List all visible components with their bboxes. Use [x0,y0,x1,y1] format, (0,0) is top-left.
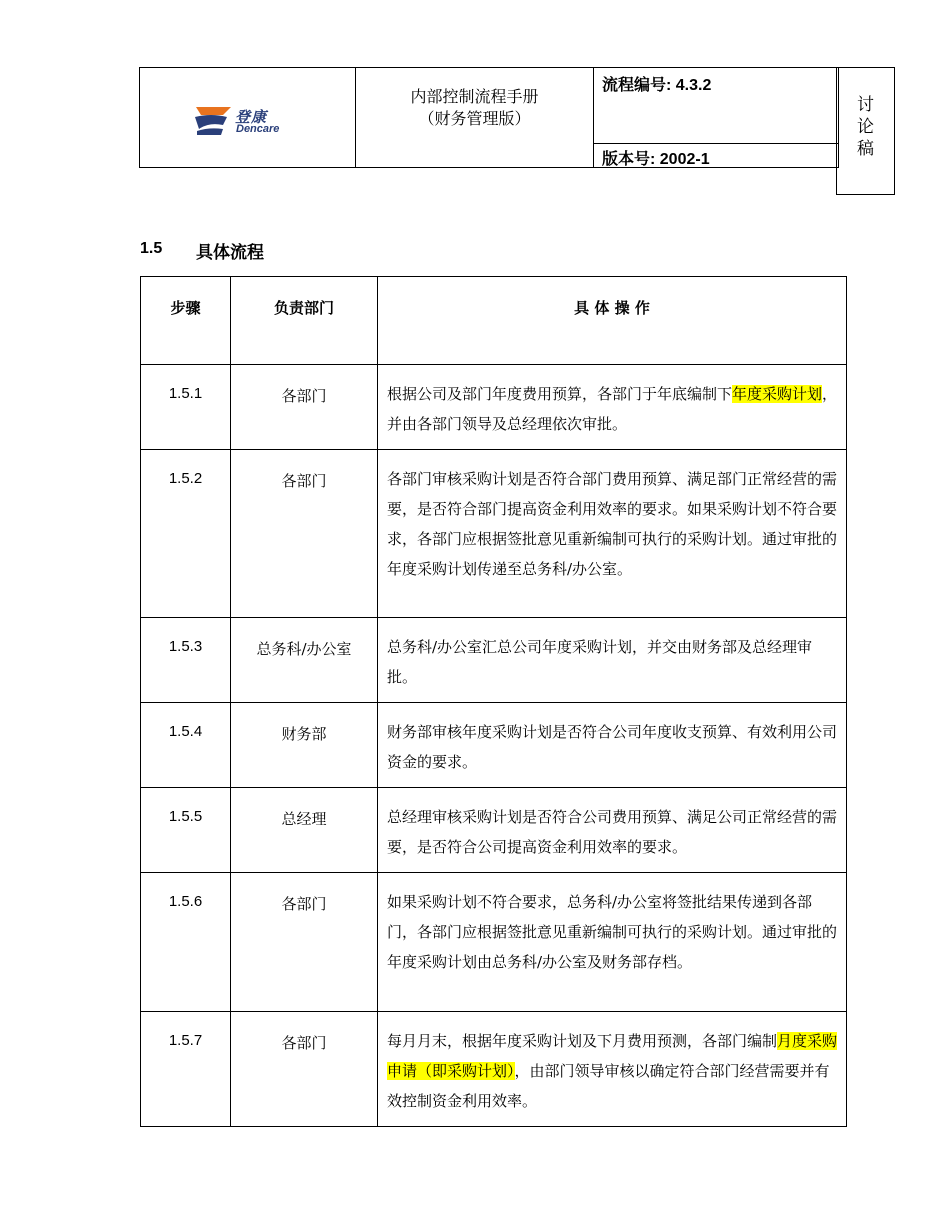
table-row [141,1012,847,1127]
step-cell: 1.5.2 [141,450,231,618]
step-cell: 1.5.6 [141,873,231,1012]
operation-cell: 每月月末，根据年度采购计划及下月费用预测，各部门编制月度采购申请（即采购计划），由部门领导审核以确定符合部门经营需要并有效控制资金利用效率。 [378,1012,847,1127]
dept-cell: 各部门 [231,365,378,450]
header-divider [593,143,839,144]
manual-title-line1: 内部控制流程手册 [410,87,539,106]
process-table [140,276,847,1127]
table-row [141,450,847,618]
table-row [141,788,847,873]
operation-cell: 各部门审核采购计划是否符合部门费用预算、满足部门正常经营的需要，是否符合部门提高资金利用效率的要求。如果采购计划不符合要求，各部门应根据签批意见重新编制可执行的采购计划。通过审批的年度采购计划传递至总务科/办公室。 [378,450,847,618]
step-cell: 1.5.4 [141,703,231,788]
step-cell: 1.5.1 [141,365,231,450]
logo-chinese-text: 登康 [235,109,268,126]
header-divider [593,67,594,168]
operation-cell: 财务部审核年度采购计划是否符合公司年度收支预算、有效利用公司资金的要求。 [378,703,847,788]
table-row [141,365,847,450]
section-title: 具体流程 [196,243,264,263]
logo-english-text: Dencare [236,123,280,135]
step-cell: 1.5.7 [141,1012,231,1127]
table-row [141,703,847,788]
step-cell: 1.5.3 [141,618,231,703]
highlighted-text: 年度采购计划 [732,385,823,403]
operation-cell: 总务科/办公室汇总公司年度采购计划，并交由财务部及总经理审批。 [378,618,847,703]
operation-cell: 根据公司及部门年度费用预算，各部门于年底编制下年度采购计划，并由各部门领导及总经理依次审批。 [378,365,847,450]
manual-title-line2: （财务管理版） [418,109,531,128]
section-number: 1.5 [140,240,163,257]
header-operation: 具 体 操 作 [378,277,847,365]
header-dept: 负责部门 [231,277,378,365]
step-cell: 1.5.5 [141,788,231,873]
dept-cell: 各部门 [231,1012,378,1127]
table-row [141,618,847,703]
operation-cell: 总经理审核采购计划是否符合公司费用预算、满足公司正常经营的需要，是否符合公司提高资金利用效率的要求。 [378,788,847,873]
operation-cell: 如果采购计划不符合要求，总务科/办公室将签批结果传递到各部门，各部门应根据签批意见重新编制可执行的采购计划。通过审批的年度采购计划由总务科/办公室及财务部存档。 [378,873,847,1012]
dept-cell: 各部门 [231,450,378,618]
table-row [141,873,847,1012]
draft-label: 讨 论 稿 [857,95,874,159]
manual-title [356,86,593,130]
dept-cell: 总务科/办公室 [231,618,378,703]
process-code: 流程编号: 4.3.2 [602,77,712,94]
highlighted-text: 月度采购申请（即采购计划） [387,1032,838,1080]
table-header-row [141,277,847,365]
version-number: 版本号: 2002-1 [602,151,710,168]
dept-cell: 总经理 [231,788,378,873]
dept-cell: 各部门 [231,873,378,1012]
dept-cell: 财务部 [231,703,378,788]
header-step: 步骤 [141,277,231,365]
